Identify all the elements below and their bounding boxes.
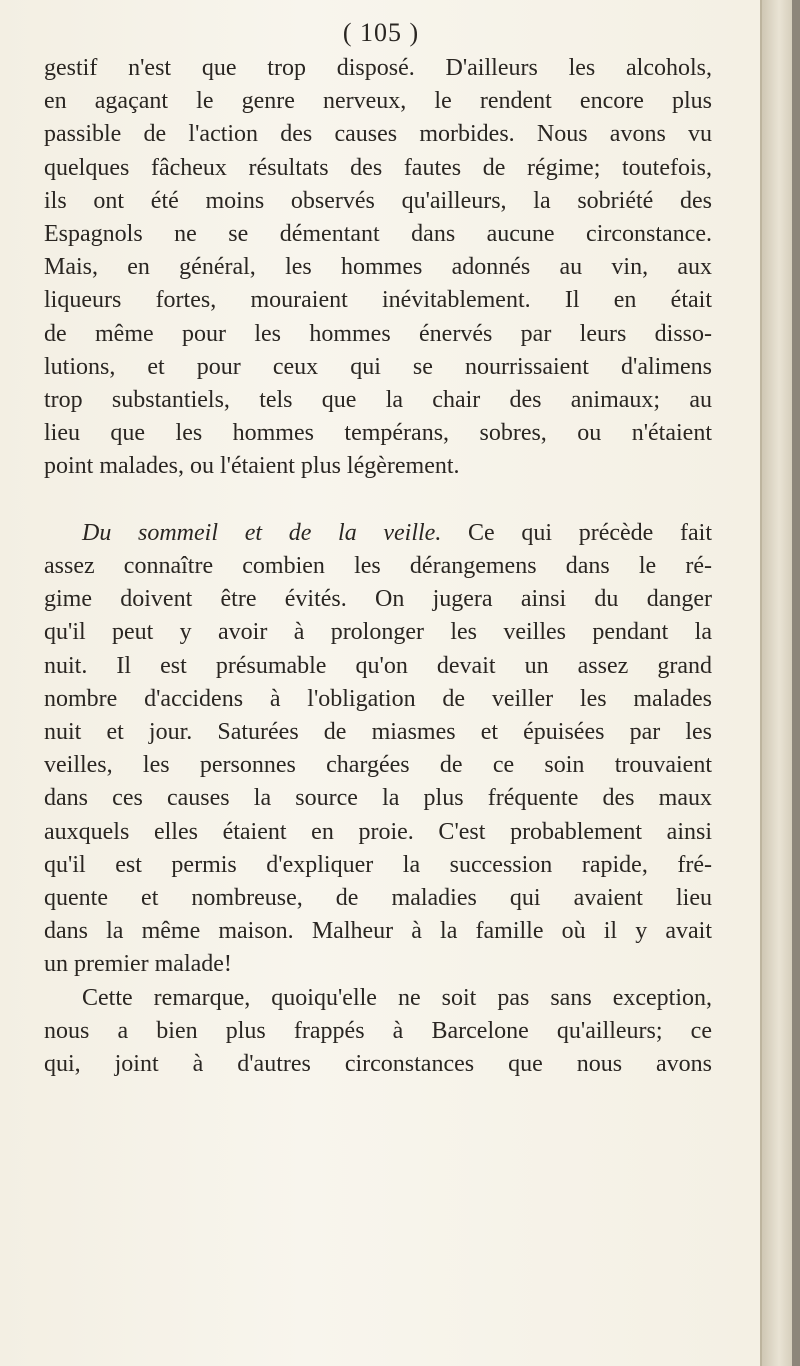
- text-line: auxquels elles étaient en proie. C'est probablement ainsi: [44, 818, 712, 845]
- text-line: trop substantiels, tels que la chair des animaux; au: [44, 387, 712, 414]
- text-line: dans la même maison. Malheur à la famille où il y avait: [44, 918, 712, 945]
- text-line: dans ces causes la source la plus fréquente des maux: [44, 785, 712, 812]
- text-line: qu'il est permis d'expliquer la succession rapide, fré-: [44, 851, 712, 878]
- body-text: [44, 52, 712, 1081]
- text-line: qui, joint à d'autres circonstances que nous avons: [44, 1051, 712, 1078]
- text-line: en agaçant le genre nerveux, le rendent encore plus: [44, 88, 712, 115]
- text-line: Espagnols ne se démentant dans aucune circonstance.: [44, 221, 712, 248]
- blank-line: [44, 484, 712, 517]
- text-fragment: Ce qui précède fait: [468, 519, 712, 546]
- text-line: quelques fâcheux résultats des fautes de régime; toutefois,: [44, 154, 712, 181]
- text-line: ils ont été moins observés qu'ailleurs, la sobriété des: [44, 187, 712, 214]
- text-line: nuit et jour. Saturées de miasmes et épuisées par les: [44, 719, 712, 746]
- text-line: nous a bien plus frappés à Barcelone qu'ailleurs; ce: [44, 1017, 712, 1044]
- text-line: Mais, en général, les hommes adonnés au vin, aux: [44, 254, 712, 281]
- text-line: gime doivent être évités. On jugera ainsi du danger: [44, 586, 712, 613]
- section-heading-line: [44, 517, 712, 550]
- text-line: quente et nombreuse, de maladies qui avaient lieu: [44, 885, 712, 912]
- text-line: un premier malade!: [44, 951, 232, 978]
- text-line: nombre d'accidens à l'obligation de veiller les malades: [44, 685, 712, 712]
- text-line: veilles, les personnes chargées de ce soin trouvaient: [44, 752, 712, 779]
- text-line: Cette remarque, quoiqu'elle ne soit pas sans exception,: [82, 984, 712, 1011]
- page-edge: [792, 0, 800, 1366]
- text-line: nuit. Il est présumable qu'on devait un assez grand: [44, 652, 712, 679]
- text-line: de même pour les hommes énervés par leurs disso-: [44, 320, 712, 347]
- page-number: ( 105 ): [342, 18, 420, 47]
- text-line: lutions, et pour ceux qui se nourrissaient d'alimens: [44, 353, 712, 380]
- text-line: qu'il peut y avoir à prolonger les veilles pendant la: [44, 619, 712, 646]
- text-line: lieu que les hommes tempérans, sobres, ou n'étaient: [44, 420, 712, 447]
- text-line: gestif n'est que trop disposé. D'ailleurs les alcohols,: [44, 55, 712, 81]
- text-line: point malades, ou l'étaient plus légèrement.: [44, 453, 460, 480]
- text-line: passible de l'action des causes morbides. Nous avons vu: [44, 121, 712, 148]
- text-line: liqueurs fortes, mouraient inévitablement. Il en était: [44, 287, 712, 314]
- text-line: assez connaître combien les dérangemens dans le ré-: [44, 553, 712, 580]
- section-heading: Du sommeil et de la veille.: [82, 519, 442, 546]
